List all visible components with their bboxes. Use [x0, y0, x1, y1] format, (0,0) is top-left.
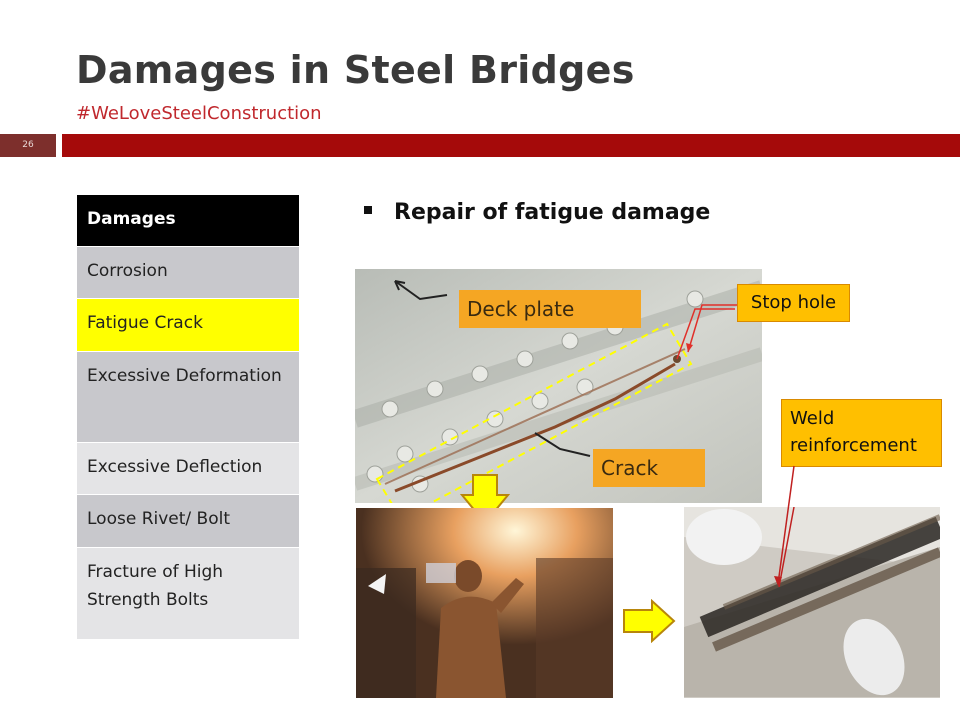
welding-worker-photo: [356, 508, 613, 698]
slide-subtitle: #WeLoveSteelConstruction: [76, 103, 322, 124]
stop-hole-pointer: [680, 300, 740, 360]
stop-hole-label: Stop hole: [737, 284, 850, 322]
crack-label: Crack: [593, 449, 705, 487]
table-row: Corrosion: [77, 247, 299, 299]
weld-reinforcement-pointer: [770, 462, 800, 592]
weld-reinforcement-photo: [684, 507, 940, 698]
bullet-item: [364, 200, 710, 225]
slide-title: Damages in Steel Bridges: [76, 48, 635, 92]
table-row: Excessive Deflection: [77, 443, 299, 495]
table-row-highlighted: Fatigue Crack: [77, 299, 299, 352]
damages-table-header: Damages: [77, 195, 299, 247]
deck-plate-label: Deck plate: [459, 290, 641, 328]
table-row: Fracture of High Strength Bolts: [77, 548, 299, 640]
bullet-square-icon: [364, 206, 372, 214]
weld-reinforcement-label: Weld reinforcement: [781, 399, 942, 467]
welding-photo-drawing: [356, 508, 613, 698]
damages-table: [77, 195, 299, 640]
table-row: Loose Rivet/ Bolt: [77, 495, 299, 548]
weld-photo-drawing: [684, 507, 940, 698]
table-row: Excessive Deformation: [77, 352, 299, 443]
slide-number: 26: [0, 134, 56, 157]
bullet-text: Repair of fatigue damage: [394, 200, 711, 225]
arrow-right-icon: [622, 599, 676, 643]
header-accent-bar: [62, 134, 960, 157]
